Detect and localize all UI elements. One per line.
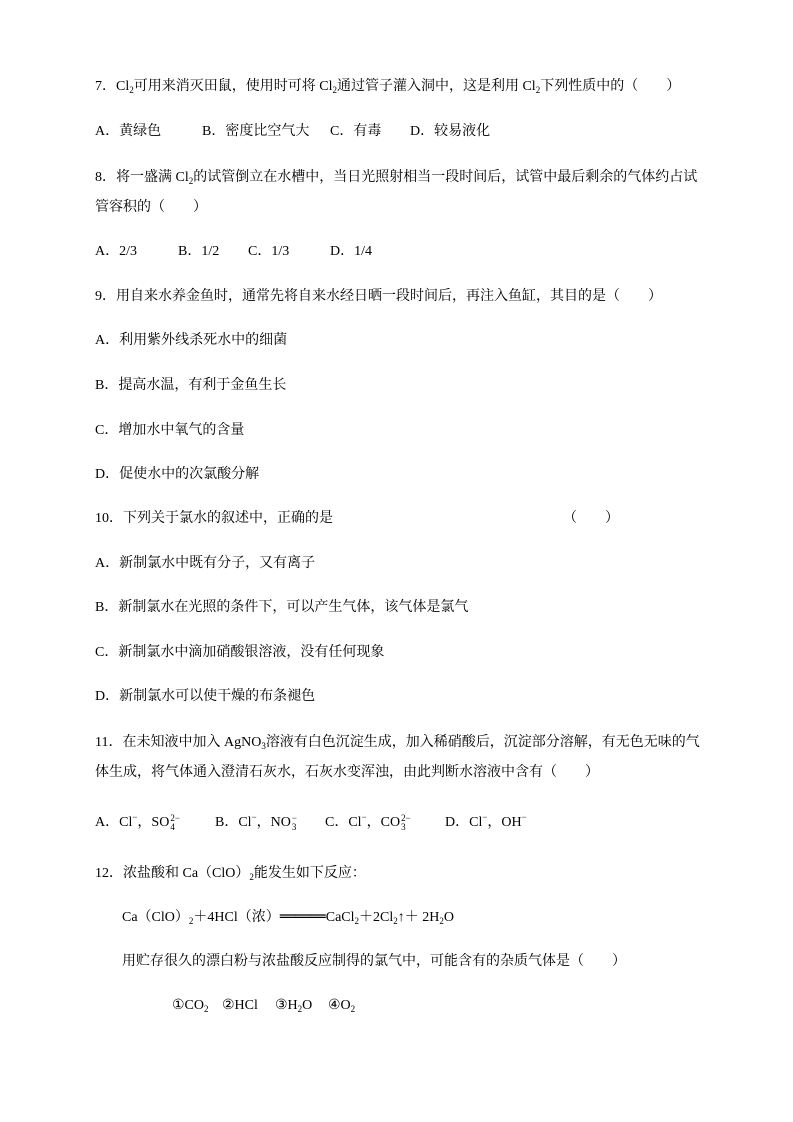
q8-stem-line-1 [95, 168, 697, 188]
q8-stem-line-2: 管容积的（ ） [95, 200, 207, 215]
q11-option-c-ion-index [401, 814, 411, 832]
q11-option-a-ion-index [170, 814, 180, 832]
q11-option-a-charge-2: 2− [170, 813, 180, 823]
q8-stem-text-2: 的试管倒立在水槽中，当日光照射相当一段时间后，试管中最后剩余的气体约占试 [193, 170, 698, 185]
q11-option-d-prefix: D．Cl [445, 815, 483, 830]
q7-option-d: D．较易液化 [410, 124, 491, 139]
q12-stem-text-2: 能发生如下反应： [253, 866, 366, 881]
q7-option-b: B．密度比空气大 [202, 124, 310, 139]
q9-option-c: C．增加水中氧气的含量 [95, 423, 245, 438]
q11-subscript-1: 3 [261, 741, 266, 751]
q11-stem-line-1 [95, 733, 700, 753]
q11-option-d [445, 813, 527, 833]
q11-option-a-ion: ，SO [137, 815, 170, 830]
q12-equation [122, 907, 454, 927]
q8-option-a: A．2/3 [95, 244, 137, 259]
q9-option-d: D．促使水中的次氯酸分解 [95, 467, 260, 482]
q12-choice-3-text-end: O [302, 998, 313, 1013]
q10-answer-blank: （ ） [563, 511, 619, 526]
q12-question: 用贮存很久的漂白粉与浓盐酸反应制得的氯气中，可能含有的杂质气体是（ ） [122, 954, 626, 969]
q7-stem-text-4: 下列性质中的（ ） [540, 79, 681, 94]
q11-option-c-charge-1: − [361, 812, 367, 822]
q7-stem-text-2: 可用来消灭田鼠，使用时可将 Cl [133, 79, 333, 94]
q7-subscript-2: 2 [332, 85, 337, 95]
equation-product-2-subscript: 2 [393, 916, 398, 926]
q12-choice-4 [328, 996, 355, 1016]
q12-choice-4-text: ④O [328, 998, 351, 1013]
equation-sign: ═══ [279, 909, 326, 925]
q12-choice-1 [172, 996, 209, 1016]
q7-option-a: A．黄绿色 [95, 124, 162, 139]
q7-option-c: C．有毒 [330, 124, 382, 139]
equation-product-3-subscript: 2 [439, 916, 444, 926]
q10-option-d: D．新制氯水可以使干燥的布条褪色 [95, 689, 316, 704]
equation-reactant-1: Ca（ClO） [122, 910, 189, 925]
q11-option-d-ion: ，OH [487, 815, 522, 830]
q12-choice-3-text: ③H [275, 998, 298, 1013]
q8-option-b: B．1/2 [178, 244, 220, 259]
q11-option-c-charge-2: 2− [401, 813, 411, 823]
q11-option-a [95, 813, 180, 833]
q12-choice-2 [222, 996, 258, 1016]
equation-product-1: CaCl [325, 910, 355, 925]
q12-choice-4-subscript: 2 [350, 1004, 356, 1014]
equation-product-1-subscript: 2 [354, 916, 360, 926]
q11-option-c-subscript: 3 [401, 822, 406, 832]
q7-stem-text-3: 通过管子灌入洞中，这是利用 Cl [336, 79, 536, 94]
q11-stem-text-2: 溶液有白色沉淀生成，加入稀硝酸后，沉淀部分溶解，有无色无味的气 [265, 735, 700, 750]
q11-option-a-charge-1: − [132, 812, 138, 822]
q7-subscript-1: 2 [129, 85, 134, 95]
q9-option-a: A．利用紫外线杀死水中的细菌 [95, 333, 288, 348]
q12-stem-text-1: 12．浓盐酸和 Ca（ClO） [95, 866, 250, 881]
q12-choice-2-text: ②HCl [222, 998, 258, 1013]
q11-stem-text-1: 11．在未知液中加入 AgNO [95, 735, 262, 750]
q12-subscript-1: 2 [249, 872, 254, 882]
equation-product-2: ＋2Cl [359, 910, 394, 925]
q11-option-b-charge-2: − [291, 813, 297, 823]
equation-product-3: ↑＋ 2H [397, 910, 440, 925]
q12-choice-1-text: ①CO [172, 998, 204, 1013]
q10-stem-text: 10．下列关于氯水的叙述中，正确的是 [95, 511, 333, 526]
q11-option-b-charge-1: − [251, 812, 257, 822]
q10-option-a: A．新制氯水中既有分子，又有离子 [95, 556, 316, 571]
q11-option-c-prefix: C．Cl [325, 815, 362, 830]
q7-stem-text-1: 7．Cl [95, 79, 130, 94]
q11-option-c-ion: ，CO [366, 815, 401, 830]
q8-option-d: D．1/4 [330, 244, 372, 259]
equation-product-3-end: O [443, 910, 454, 925]
q7-subscript-3: 2 [535, 85, 541, 95]
q11-option-c [325, 813, 411, 833]
q11-stem-line-2: 体生成，将气体通入澄清石灰水，石灰水变浑浊，由此判断水溶液中含有（ ） [95, 765, 599, 780]
equation-reactant-1-subscript: 2 [188, 916, 194, 926]
q11-option-b-ion: ，NO [256, 815, 291, 830]
q12-choice-3 [275, 996, 312, 1016]
q7-stem [95, 77, 680, 97]
q12-choice-1-subscript: 2 [204, 1004, 209, 1014]
q9-option-b: B．提高水温，有利于金鱼生长 [95, 378, 287, 393]
q8-stem-text-1: 8．将一盛满 Cl [95, 170, 189, 185]
q9-stem: 9．用自来水养金鱼时，通常先将自来水经日晒一段时间后，再注入鱼缸，其目的是（ ） [95, 289, 662, 304]
equation-reactant-2: ＋4HCl（浓） [193, 910, 280, 925]
q12-stem [95, 864, 366, 884]
q11-option-d-charge-1: − [482, 812, 488, 822]
q11-option-b-subscript: 3 [291, 822, 297, 832]
q11-option-b [215, 813, 297, 833]
q11-option-d-charge-2: − [521, 812, 527, 822]
q11-option-b-ion-index [292, 814, 297, 832]
q10-option-b: B．新制氯水在光照的条件下，可以产生气体，该气体是氯气 [95, 600, 469, 615]
q11-option-a-subscript: 4 [170, 822, 175, 832]
q12-choice-3-subscript: 2 [297, 1004, 303, 1014]
q11-option-a-prefix: A．Cl [95, 815, 133, 830]
q10-option-c: C．新制氯水中滴加硝酸银溶液，没有任何现象 [95, 645, 385, 660]
q8-subscript-1: 2 [188, 176, 194, 186]
q8-option-c: C．1/3 [248, 244, 290, 259]
q11-option-b-prefix: B．Cl [215, 815, 252, 830]
